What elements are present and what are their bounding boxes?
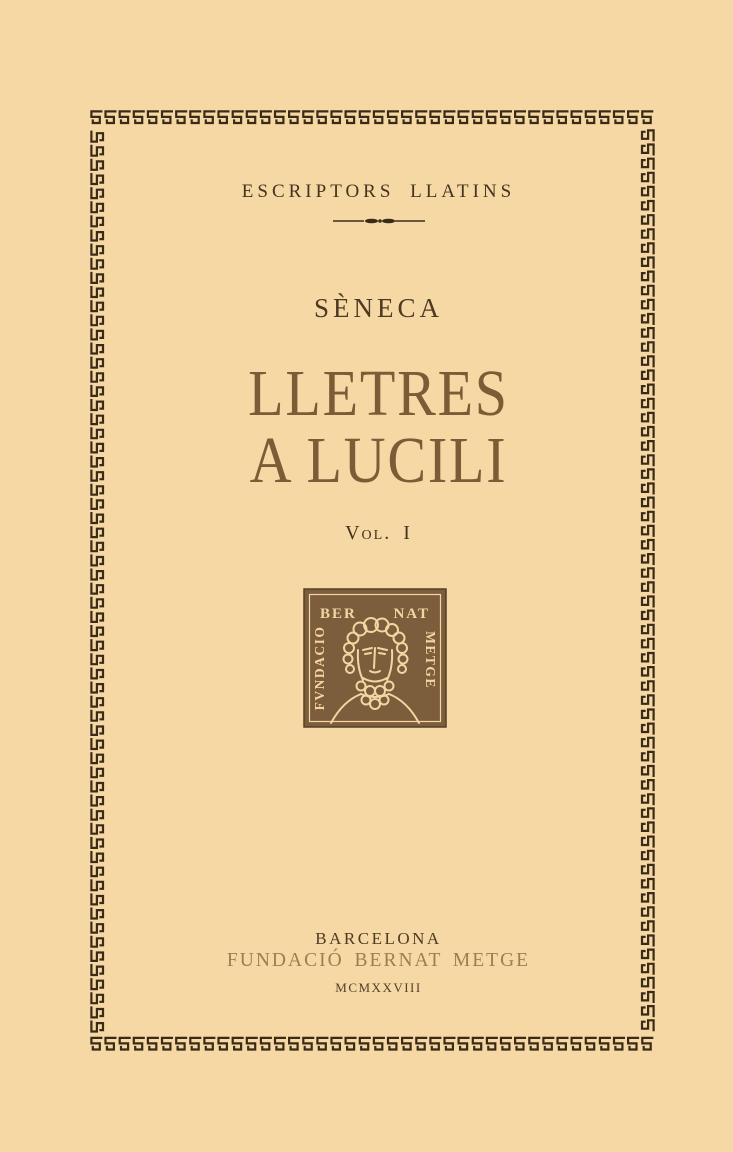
publisher-emblem — [303, 588, 447, 728]
divider-ornament-icon — [331, 216, 427, 226]
emblem-word-left: FVNDACIO — [312, 625, 327, 711]
imprint-city: BARCELONA — [315, 929, 442, 948]
imprint-year: MCMXXVIII — [335, 980, 422, 995]
greek-key-pattern — [91, 111, 653, 1049]
book-title-line2: A LUCILI — [249, 424, 508, 497]
book-title-line1: LLETRES — [248, 357, 509, 430]
ornament-rule — [96, 213, 661, 231]
emblem-word-top-right: NAT — [393, 606, 430, 622]
author-name: SÈNECA — [313, 293, 443, 323]
emblem-word-right: METGE — [423, 631, 438, 689]
bernat-metge-stamp-icon — [303, 588, 447, 728]
emblem-word-top-left: BER — [320, 606, 357, 622]
imprint-publisher: FUNDACIÓ BERNAT METGE — [226, 950, 531, 971]
series-title: ESCRIPTORS LLATINS — [241, 181, 516, 202]
volume-label: Vol. I — [345, 522, 412, 544]
